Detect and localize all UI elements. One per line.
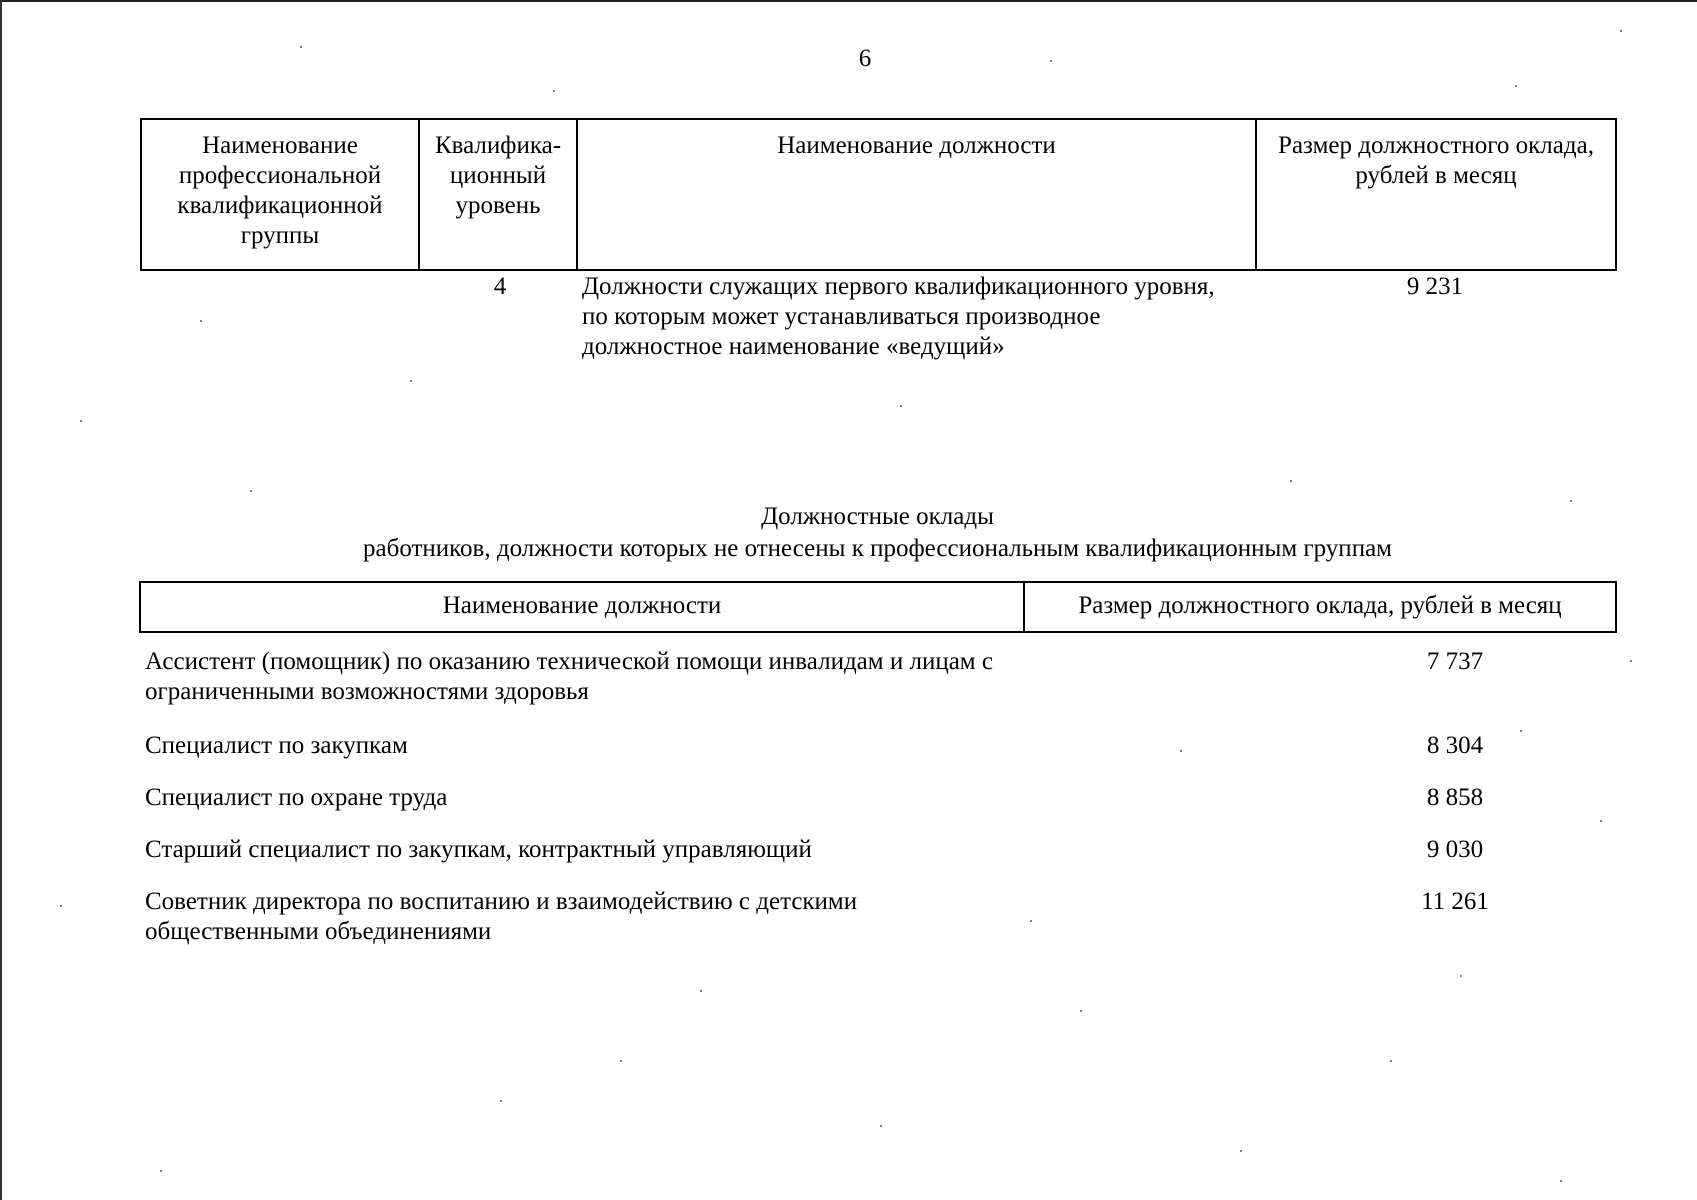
section-title: Должностные оклады [761,503,994,530]
page-number: 6 [858,45,872,72]
page-top-edge [0,0,1697,2]
position-name: Специалист по охране труда [145,784,448,811]
header-position-name: Наименование должности [577,119,1256,270]
header-salary: Размер должностного оклада, рублей в месяц [1024,582,1616,632]
header-salary: Размер должностного оклада, рублей в месяц [1256,119,1616,270]
salary-value: 7 737 [1426,648,1484,675]
salary-value: 11 261 [1421,888,1489,915]
salary-table-header [139,581,1617,633]
salary-value: 9 030 [1426,836,1484,863]
header-group-name: Наименование профессиональной квалификационной группы [141,119,419,270]
header-position-name: Наименование должности [140,582,1024,632]
header-qualification-level: Квалифика- ционный уровень [419,119,577,270]
position-name: Специалист по закупкам [145,732,408,759]
page-left-edge [0,0,2,1200]
position-name: Старший специалист по закупкам, контрактный управляющий [145,836,812,863]
salary-value: 9 231 [1406,273,1464,300]
qualification-table-header [140,118,1617,271]
qualification-level-value: 4 [493,273,507,300]
position-name: Советник директора по воспитанию и взаимодействию с детскими общественными объединениями [145,888,858,945]
section-subtitle: работников, должности которых не отнесены к профессиональным квалификационным группам [363,535,1392,562]
position-name: Ассистент (помощник) по оказанию технической помощи инвалидам и лицам с ограниченными возможностями здоровья [145,648,993,705]
salary-value: 8 858 [1426,784,1484,811]
section-heading [140,501,1615,565]
salary-value: 8 304 [1426,732,1484,759]
position-title: Должности служащих первого квалификационного уровня, по которым может устанавливаться производное должностное наименование «ведущий» [582,273,1215,360]
